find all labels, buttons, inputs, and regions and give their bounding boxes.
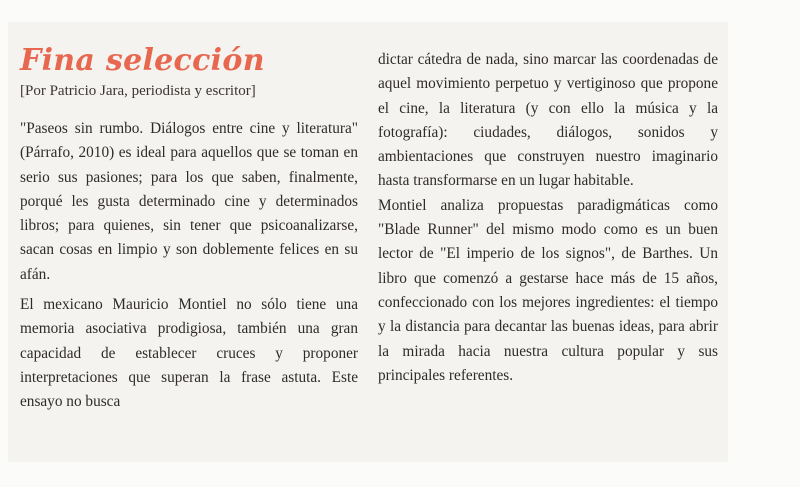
- article-paragraph-3: Montiel analiza propuestas paradigmáticas como "Blade Runner" del mismo modo como es un buen lector de "El imperio de los signos", de Barthes. Un libro que comenzó a gestarse hace más de 15 años, confeccionado con los mejores ingredientes: el tiempo y la distancia para decantar las buenas ideas, para abrir la mirada hacia nuestra cultura popular y sus principales referentes.: [378, 196, 718, 384]
- column-left: [20, 44, 358, 421]
- article-byline: [Por Patricio Jara, periodista y escritor]: [20, 83, 256, 99]
- article-title: Fina selección: [20, 43, 265, 78]
- article-paragraph-1: "Paseos sin rumbo. Diálogos entre cine y literatura" (Párrafo, 2010) es ideal para aquellos que se toman en serio sus pasiones; para los que saben, finalmente, porqué les gusta determinado cine y determinados libros; para quienes, sin tener que psicoanalizarse, sacan cosas en limpio y son doblemente felices en su afán.: [20, 120, 358, 283]
- article-paragraph-2-continued: dictar cátedra de nada, sino marcar las coordenadas de aquel movimiento perpetuo y vertiginoso que propone el cine, la literatura (y con ello la música y la fotografía): ciudades, diálogos, sonidos y ambientaciones que construyen nuestro imaginario hasta transformarse en un lugar habitable.: [378, 51, 718, 190]
- article-paragraph-2: El mexicano Mauricio Montiel no sólo tiene una memoria asociativa prodigiosa, también una gran capacidad de establecer cruces y proponer interpretaciones que superan la frase astuta. Este ensayo no busca: [20, 296, 358, 411]
- column-right: [378, 48, 718, 388]
